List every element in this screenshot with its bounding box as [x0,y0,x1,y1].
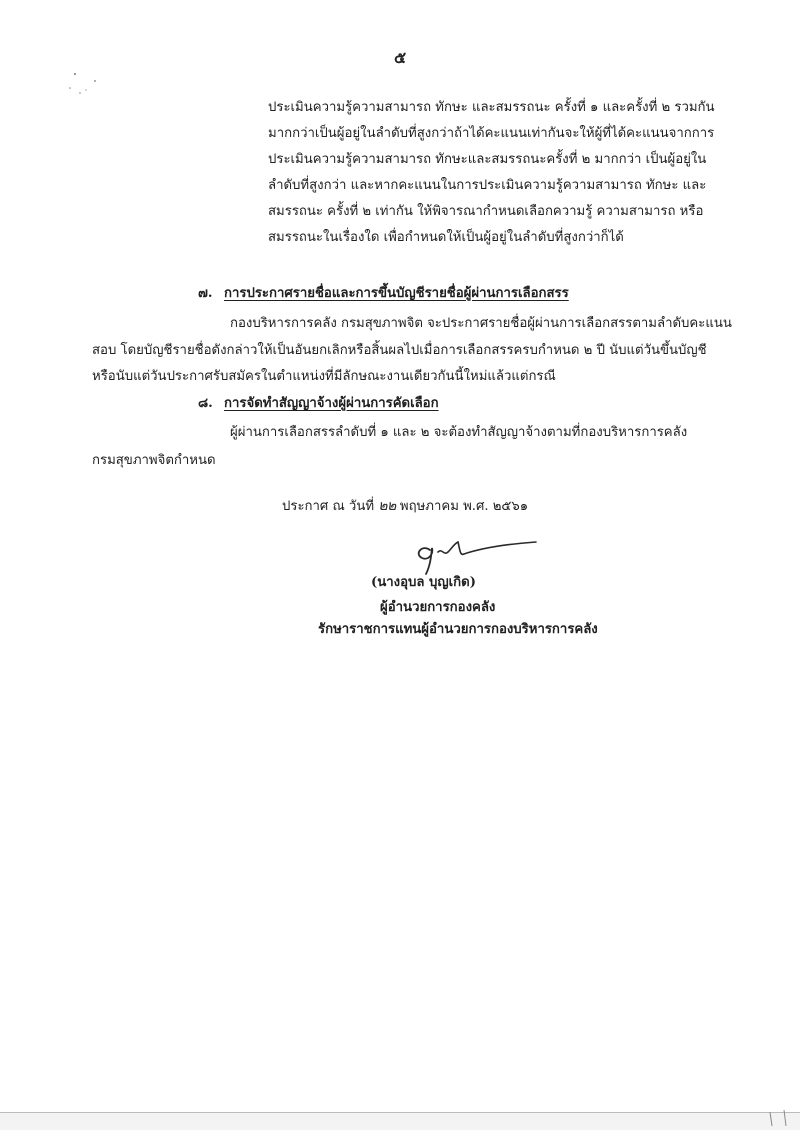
continuation-line-2: มากกว่าเป็นผู้อยู่ในลำดับที่สูงกว่าถ้าได้คะแนนเท่ากันจะให้ผู้ที่ได้คะแนนจากการ [268,126,715,141]
bottom-scan-shade [0,1113,800,1130]
continuation-line-3: ประเมินความรู้ความสามารถ ทักษะและสมรรถนะครั้งที่ ๒ มากกว่า เป็นผู้อยู่ใน [268,152,707,167]
continuation-line-6: สมรรถนะในเรื่องใด เพื่อกำหนดให้เป็นผู้อยู่ในลำดับที่สูงกว่าก็ได้ [268,230,624,245]
section-7-line-3: หรือนับแต่วันประกาศรับสมัครในตำแหน่งที่มีลักษณะงานเดียวกันนี้ใหม่แล้วแต่กรณี [92,369,556,384]
section-8-line-2: กรมสุขภาพจิตกำหนด [92,453,216,468]
section-7-line-1: กองบริหารการคลัง กรมสุขภาพจิต จะประกาศรายชื่อผู้ผ่านการเลือกสรรตามลำดับคะแนน [230,316,732,331]
continuation-line-1: ประเมินความรู้ความสามารถ ทักษะ และสมรรถนะ ครั้งที่ ๑ และครั้งที่ ๒ รวมกัน [268,100,715,115]
continuation-line-5: สมรรถนะ ครั้งที่ ๒ เท่ากัน ให้พิจารณากำหนดเลือกความรู้ ความสามารถ หรือ [268,204,704,219]
corner-scan-marks [760,1106,800,1130]
signatory-position: ผู้อำนวยการกองคลัง [380,600,496,615]
section-7-number: ๗. [198,286,213,301]
signatory-name: (นางอุบล บุญเกิด) [371,575,476,590]
continuation-line-4: ลำดับที่สูงกว่า และหากคะแนนในการประเมินความรู้ความสามารถ ทักษะ และ [268,178,707,193]
page-number: ๕ [393,48,407,67]
signatory-acting: รักษาราชการแทนผู้อำนวยการกองบริหารการคลัง [318,622,598,637]
section-8-line-1: ผู้ผ่านการเลือกสรรลำดับที่ ๑ และ ๒ จะต้องทำสัญญาจ้างตามที่กองบริหารการคลัง [230,425,688,440]
section-7-line-2: สอบ โดยบัญชีรายชื่อดังกล่าวให้เป็นอันยกเลิกหรือสิ้นผลไปเมื่อการเลือกสรรครบกำหนด ๒ ปี นับแต่วันขึ้นบัญชี [92,343,707,358]
section-7-heading: การประกาศรายชื่อและการขึ้นบัญชีรายชื่อผู้ผ่านการเลือกสรร [224,286,569,301]
section-8-heading: การจัดทำสัญญาจ้างผู้ผ่านการคัดเลือก [224,396,439,411]
announcement-line [282,496,528,517]
announcement-text: ประกาศ ณ วันที่ [282,499,375,514]
announcement-day: ๒๒ [378,498,396,514]
announcement-date: พฤษภาคม พ.ศ. ๒๕๖๑ [399,499,529,514]
section-8-number: ๘. [198,396,213,411]
scan-specks [66,68,106,108]
